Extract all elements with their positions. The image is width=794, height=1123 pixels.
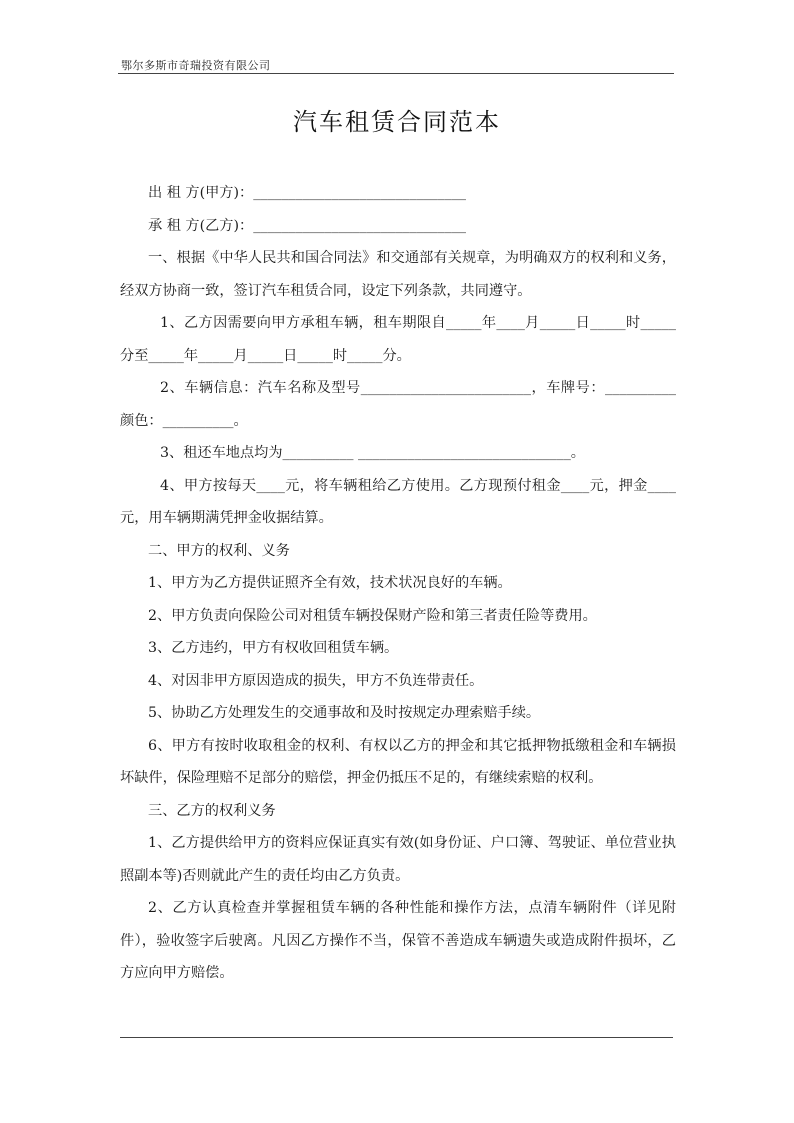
clause-pickup-location: 3、租还车地点均为__________ ______________________________。 [160,445,585,461]
document-title: 汽车租赁合同范本 [293,108,501,136]
header-company: 鄂尔多斯市奇瑞投资有限公司 [121,59,271,72]
section1-intro: 一、根据《中华人民共和国合同法》和交通部有关规章，为明确双方的权利和义务，经双方协商一致，签订汽车租赁合同，设定下列条款，共同遵守。 [120,250,676,299]
header-divider [118,73,674,74]
lessee-line: 承 租 方(乙方)：______________________________ [148,217,467,234]
lessor-line: 出 租 方(甲方)：______________________________ [148,185,467,201]
section2-item: 2、甲方负责向保险公司对租赁车辆投保财产险和第三者责任险等费用。 [148,607,597,624]
section2-heading: 二、甲方的权利、义务 [148,542,290,559]
section3-heading: 三、乙方的权利义务 [148,802,276,819]
section2-item: 6、甲方有按时收取租金的权利、有权以乙方的押金和其它抵押物抵缴租金和车辆损坏缺件，保险理赔不足部分的赔偿，押金仍抵压不足的，有继续索赔的权利。 [120,737,676,786]
clause-vehicle-info: 2、车辆信息：汽车名称及型号________________________，车牌号：__________颜色：__________。 [120,380,676,429]
section2-item: 1、甲方为乙方提供证照齐全有效，技术状况良好的车辆。 [148,575,512,591]
section2-item: 5、协助乙方处理发生的交通事故和及时按规定办理索赔手续。 [148,705,541,721]
section3-item: 1、乙方提供给甲方的资料应保证真实有效(如身份证、户口簿、驾驶证、单位营业执照副本等)否则就此产生的责任均由乙方负责。 [120,835,676,884]
section2-item: 4、对因非甲方原因造成的损失，甲方不负连带责任。 [148,672,484,689]
section2-item: 3、乙方违约，甲方有权收回租赁车辆。 [148,640,399,656]
clause-rental-period: 1、乙方因需要向甲方承租车辆，租车期限自_____年____月_____日_____时_____分至_____年_____月_____日_____时_____分。 [120,315,676,364]
section3-item: 2、乙方认真检查并掌握租赁车辆的各种性能和操作方法，点清车辆附件（详见附件），验收签字后驶离。凡因乙方操作不当，保管不善造成车辆遗失或造成附件损坏，乙方应向甲方赔偿。 [120,900,676,981]
clause-rent-deposit: 4、甲方按每天____元，将车辆租给乙方使用。乙方现预付租金____元，押金____元，用车辆期满凭押金收据结算。 [120,477,676,526]
footer-divider [120,1037,673,1038]
document-body [120,177,676,990]
